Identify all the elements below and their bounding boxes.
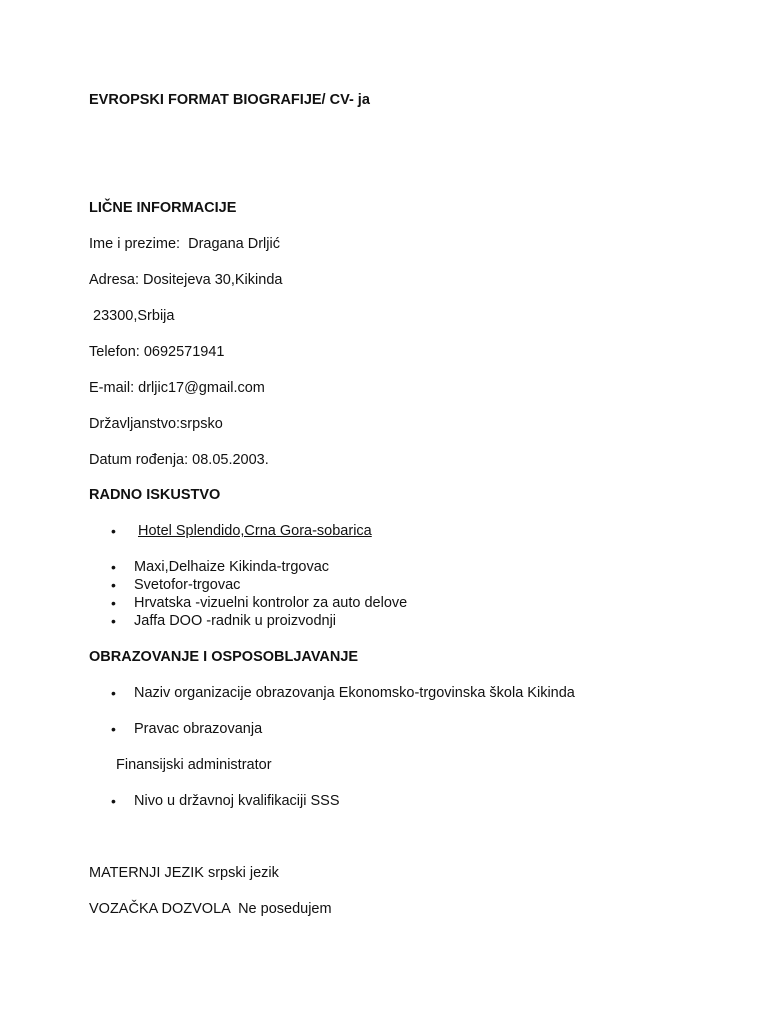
education-organization: Naziv organizacije obrazovanja Ekonomsko-trgovinska škola Kikinda bbox=[134, 685, 575, 701]
bullet-icon: • bbox=[111, 721, 116, 737]
bullet-icon: • bbox=[111, 577, 116, 593]
list-item: Hotel Splendido,Crna Gora-sobarica bbox=[138, 523, 372, 539]
bullet-icon: • bbox=[111, 793, 116, 809]
address-line: Adresa: Dositejeva 30,Kikinda bbox=[89, 272, 283, 288]
bullet-icon: • bbox=[111, 595, 116, 611]
citizenship-line: Državljanstvo:srpsko bbox=[89, 416, 223, 432]
email-line: E-mail: drljic17@gmail.com bbox=[89, 380, 265, 396]
name-line: Ime i prezime: Dragana Drljić bbox=[89, 236, 280, 252]
education-level: Nivo u državnoj kvalifikaciji SSS bbox=[134, 793, 340, 809]
education-heading: OBRAZOVANJE I OSPOSOBLJAVANJE bbox=[89, 649, 359, 665]
birth-date-line: Datum rođenja: 08.05.2003. bbox=[89, 452, 269, 468]
document-title: EVROPSKI FORMAT BIOGRAFIJE/ CV- ja bbox=[89, 92, 370, 108]
education-direction-label: Pravac obrazovanja bbox=[134, 721, 263, 737]
list-item: Jaffa DOO -radnik u proizvodnji bbox=[134, 613, 337, 629]
list-item: Maxi,Delhaize Kikinda-trgovac bbox=[134, 559, 330, 575]
postal-line: 23300,Srbija bbox=[89, 308, 175, 324]
bullet-icon: • bbox=[111, 613, 116, 629]
list-item: Hrvatska -vizuelni kontrolor za auto delove bbox=[134, 595, 408, 611]
phone-line: Telefon: 0692571941 bbox=[89, 344, 225, 360]
work-experience-heading: RADNO ISKUSTVO bbox=[89, 487, 221, 503]
bullet-icon: • bbox=[111, 559, 116, 575]
personal-info-heading: LIČNE INFORMACIJE bbox=[89, 200, 237, 216]
driving-license-line: VOZAČKA DOZVOLA Ne posedujem bbox=[89, 901, 332, 917]
bullet-icon: • bbox=[111, 685, 116, 701]
education-direction-value: Finansijski administrator bbox=[116, 757, 272, 773]
mother-tongue-line: MATERNJI JEZIK srpski jezik bbox=[89, 865, 279, 881]
list-item: Svetofor-trgovac bbox=[134, 577, 241, 593]
bullet-icon: • bbox=[111, 523, 116, 539]
